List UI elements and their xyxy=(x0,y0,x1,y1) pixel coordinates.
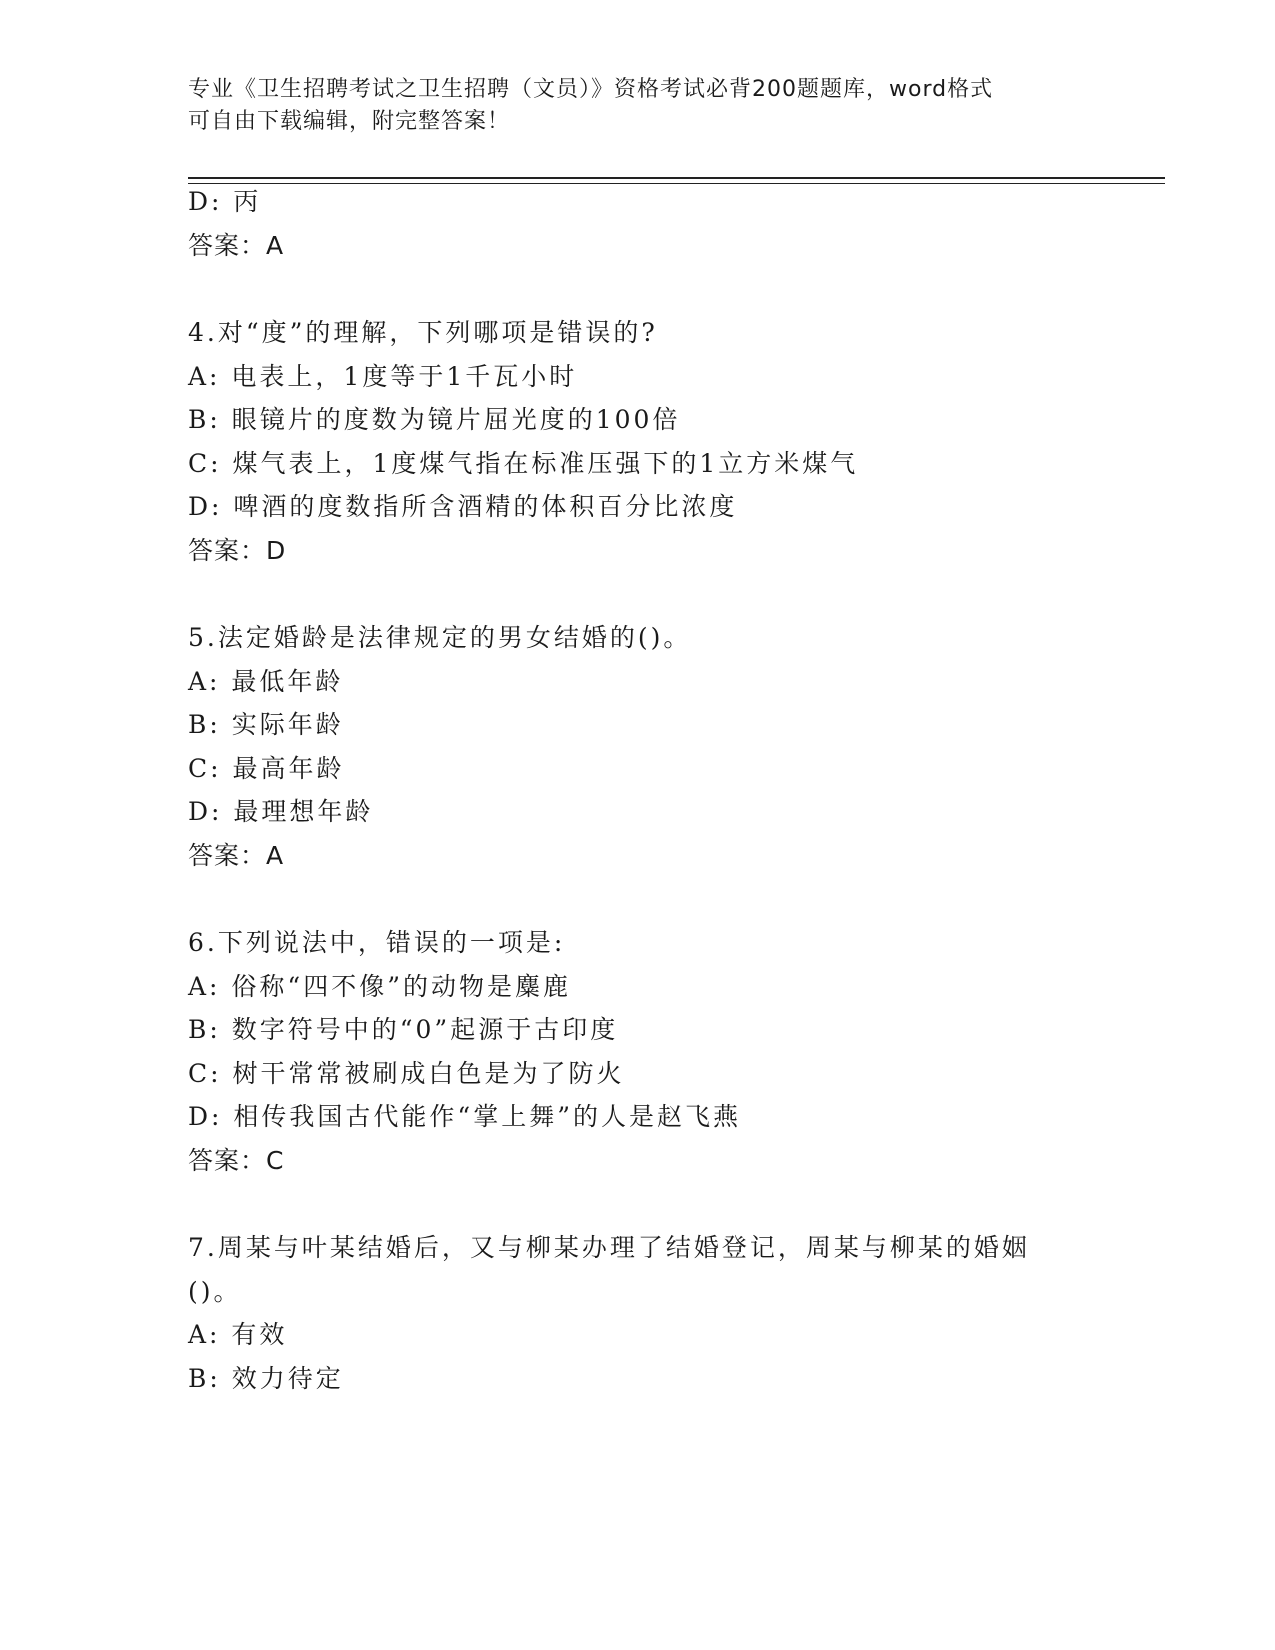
question-line: 6.下列说法中，错误的一项是: xyxy=(188,928,566,957)
option-line: C: 煤气表上，1度煤气指在标准压强下的1立方米煤气 xyxy=(188,449,859,478)
option-line: D: 最理想年龄 xyxy=(188,797,374,826)
option-line: B: 数字符号中的“0”起源于古印度 xyxy=(188,1015,619,1044)
question-line: 5.法定婚龄是法律规定的男女结婚的()。 xyxy=(188,623,692,652)
option-line: A: 电表上，1度等于1千瓦小时 xyxy=(188,362,578,391)
header-line-2: 可自由下载编辑，附完整答案！ xyxy=(188,109,511,134)
answer-line: 答案：A xyxy=(188,841,285,870)
header-divider-thin xyxy=(188,183,1165,184)
header-divider-thick xyxy=(188,177,1165,179)
option-line: B: 眼镜片的度数为镜片屈光度的100倍 xyxy=(188,405,681,434)
option-line: C: 树干常常被刷成白色是为了防火 xyxy=(188,1059,625,1088)
option-line: A: 有效 xyxy=(188,1320,288,1349)
option-line: D: 啤酒的度数指所含酒精的体积百分比浓度 xyxy=(188,492,738,521)
option-line: A: 俗称“四不像”的动物是麋鹿 xyxy=(188,972,571,1001)
option-line: A: 最低年龄 xyxy=(188,667,344,696)
question-line: 7.周某与叶某结婚后，又与柳某办理了结婚登记，周某与柳某的婚姻 xyxy=(188,1233,1030,1262)
option-line: B: 效力待定 xyxy=(188,1364,344,1393)
header-line-1: 专业《卫生招聘考试之卫生招聘（文员）》资格考试必背200题题库，word格式 xyxy=(188,77,994,102)
answer-line: 答案：D xyxy=(188,536,287,565)
option-line: B: 实际年龄 xyxy=(188,710,344,739)
option-line: D: 相传我国古代能作“掌上舞”的人是赵飞燕 xyxy=(188,1102,741,1131)
question-line: 4.对“度”的理解，下列哪项是错误的? xyxy=(188,318,658,347)
question-continuation-line: ()。 xyxy=(188,1277,242,1306)
document-header xyxy=(188,74,1088,138)
option-line: C: 最高年龄 xyxy=(188,754,345,783)
answer-line: 答案：C xyxy=(188,1146,285,1175)
answer-line: 答案：A xyxy=(188,231,285,260)
option-line: D: 丙 xyxy=(188,187,262,216)
